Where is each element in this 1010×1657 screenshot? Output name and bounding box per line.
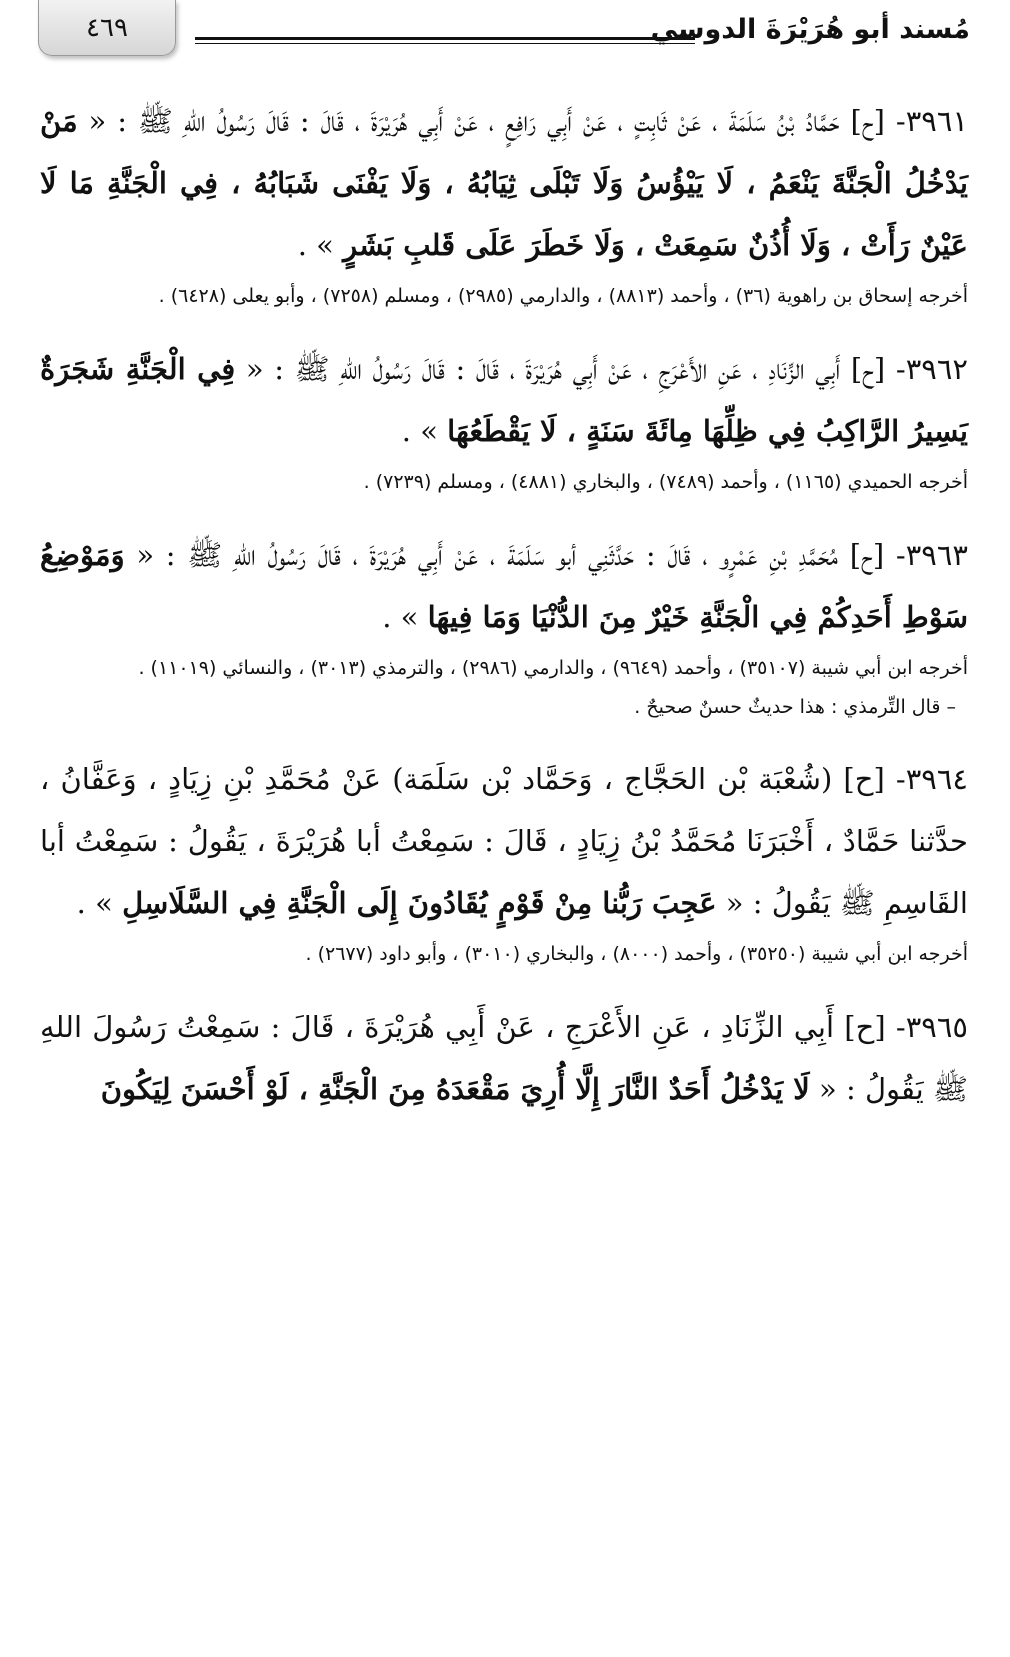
hadith-takhrij: أخرجه إسحاق بن راهوية (٣٦) ، وأحمد (٨٨١٣) ، والدارمي (٢٩٨٥) ، ومسلم (٧٢٥٨) ، وأبو يعلى (٦٤٢٨) . <box>158 285 968 307</box>
hadith-text <box>40 748 968 934</box>
hadith-number: ٣٩٦٢- <box>895 352 968 386</box>
hadith-takhrij: أخرجه الحميدي (١١٦٥) ، وأحمد (٧٤٨٩) ، والبخاري (٤٨٨١) ، ومسلم (٧٢٣٩) . <box>363 471 968 493</box>
hadith-takhrij: أخرجه ابن أبي شيبة (٣٥٢٥٠) ، وأحمد (٨٠٠٠) ، والبخاري (٣٠١٠) ، وأبو داود (٢٦٧٧) . <box>305 943 968 965</box>
hadith-number: ٣٩٦١- <box>895 104 969 138</box>
hadith-chain: [ح] (شُعْبَة بْن الحَجَّاج ، وَحَمَّاد بْن سَلَمَة) عَنْ مُحَمَّدِ بْنِ زِيَادٍ ، وَعَفَّانُ ، حدَّثنا حَمَّادٌ ، أَخْبَرَنَا مُحَمَّدُ بْنُ زِيَادٍ ، قَالَ : سَمِعْتُ أبا هُرَيْرَةَ ، يَقُولُ : سَمِعْتُ أبا القَاسِمِ ﷺ يَقُولُ : « <box>40 762 968 920</box>
hadith-note: – قال التِّرمذي : هذا حديثٌ حسنٌ صحيحٌ . <box>634 696 956 718</box>
page-content <box>40 90 968 1142</box>
hadith-close: » . <box>76 886 113 920</box>
hadith-number: ٣٩٦٥- <box>895 1010 968 1044</box>
hadith-chain: [ح] مُحَمَّدِ بْنِ عَمْرٍو ، قَالَ : حَدَّثَنِي أبو سَلَمَةَ ، عَنْ أَبِي هُرَيْرَةَ ، قَالَ رَسُولُ اللهِ ﷺ : « <box>136 538 885 572</box>
hadith-close: » . <box>297 228 334 262</box>
hadith-close: » . <box>382 600 419 634</box>
page-title: مُسند أبو هُرَيْرَةَ الدوسي <box>650 14 970 45</box>
hadith-entry <box>40 338 968 502</box>
hadith-close: » . <box>401 414 438 448</box>
hadith-entry <box>40 996 968 1120</box>
header-rule <box>195 37 695 44</box>
hadith-takhrij: أخرجه ابن أبي شيبة (٣٥١٠٧) ، وأحمد (٩٦٤٩) ، والدارمي (٢٩٨٦) ، والترمذي (٣٠١٣) ، والنسائي (١١٠١٩) . <box>138 657 968 679</box>
hadith-text <box>40 90 968 276</box>
hadith-text <box>40 338 968 462</box>
hadith-entry <box>40 748 968 974</box>
hadith-chain: [ح] أَبِي الزِّنَادِ ، عَنِ الأَعْرَجِ ، عَنْ أَبِي هُرَيْرَةَ ، قَالَ : قَالَ رَسُولُ اللهِ ﷺ : « <box>245 352 886 386</box>
hadith-number: ٣٩٦٤- <box>895 762 969 796</box>
hadith-matn: فِي الْجَنَّةِ شَجَرَةٌ يَسِيرُ الرَّاكِبُ فِي ظِلِّهَا مِائَةَ سَنَةٍ ، لَا يَقْطَعُهَا <box>40 352 968 448</box>
hadith-chain: [ح] أَبِي الزِّنَادِ ، عَنِ الأَعْرَجِ ، عَنْ أَبِي هُرَيْرَةَ ، قَالَ : سَمِعْتُ رَسُولَ اللهِ ﷺ يَقُولُ : « <box>40 1010 968 1106</box>
hadith-matn: وَمَوْضِعُ سَوْطِ أَحَدِكُمْ فِي الْجَنَّةِ خَيْرٌ مِنَ الدُّنْيَا وَمَا فِيهَا <box>40 538 968 634</box>
hadith-matn: مَنْ يَدْخُلُ الْجَنَّةَ يَنْعَمُ ، لَا يَيْؤُسُ وَلَا تَبْلَى ثِيَابُهُ ، وَلَا يَفْنَى شَبَابُهُ ، فِي الْجَنَّةِ مَا لَا عَيْنٌ رَأَتْ ، وَلَا أُذُنٌ سَمِعَتْ ، وَلَا خَطَرَ عَلَى قَلبِ بَشَرٍ <box>40 104 968 262</box>
hadith-number: ٣٩٦٣- <box>895 538 969 572</box>
page-number: ٤٦٩ <box>86 12 128 43</box>
page-header <box>0 0 1010 70</box>
hadith-matn: عَجِبَ رَبُّنا مِنْ قَوْمٍ يُقَادُونَ إِلَى الْجَنَّةِ فِي السَّلَاسِلِ <box>122 886 717 920</box>
page-number-tab <box>38 0 176 56</box>
hadith-text <box>40 524 968 648</box>
hadith-chain: [ح] حَمَّادُ بْنُ سَلَمَةَ ، عَنْ ثَابِتٍ ، عَنْ أَبِي رَافِعٍ ، عَنْ أَبِي هُرَيْرَةَ ، قَالَ : قَالَ رَسُولُ اللهِ ﷺ : « <box>88 104 885 138</box>
hadith-entry <box>40 524 968 726</box>
hadith-matn: لَا يَدْخُلُ أَحَدٌ النَّارَ إِلَّا أُرِيَ مَقْعَدَهُ مِنَ الْجَنَّةِ ، لَوْ أَحْسَنَ لِيَكُونَ <box>100 1072 810 1106</box>
hadith-entry <box>40 90 968 316</box>
hadith-text <box>40 996 968 1120</box>
